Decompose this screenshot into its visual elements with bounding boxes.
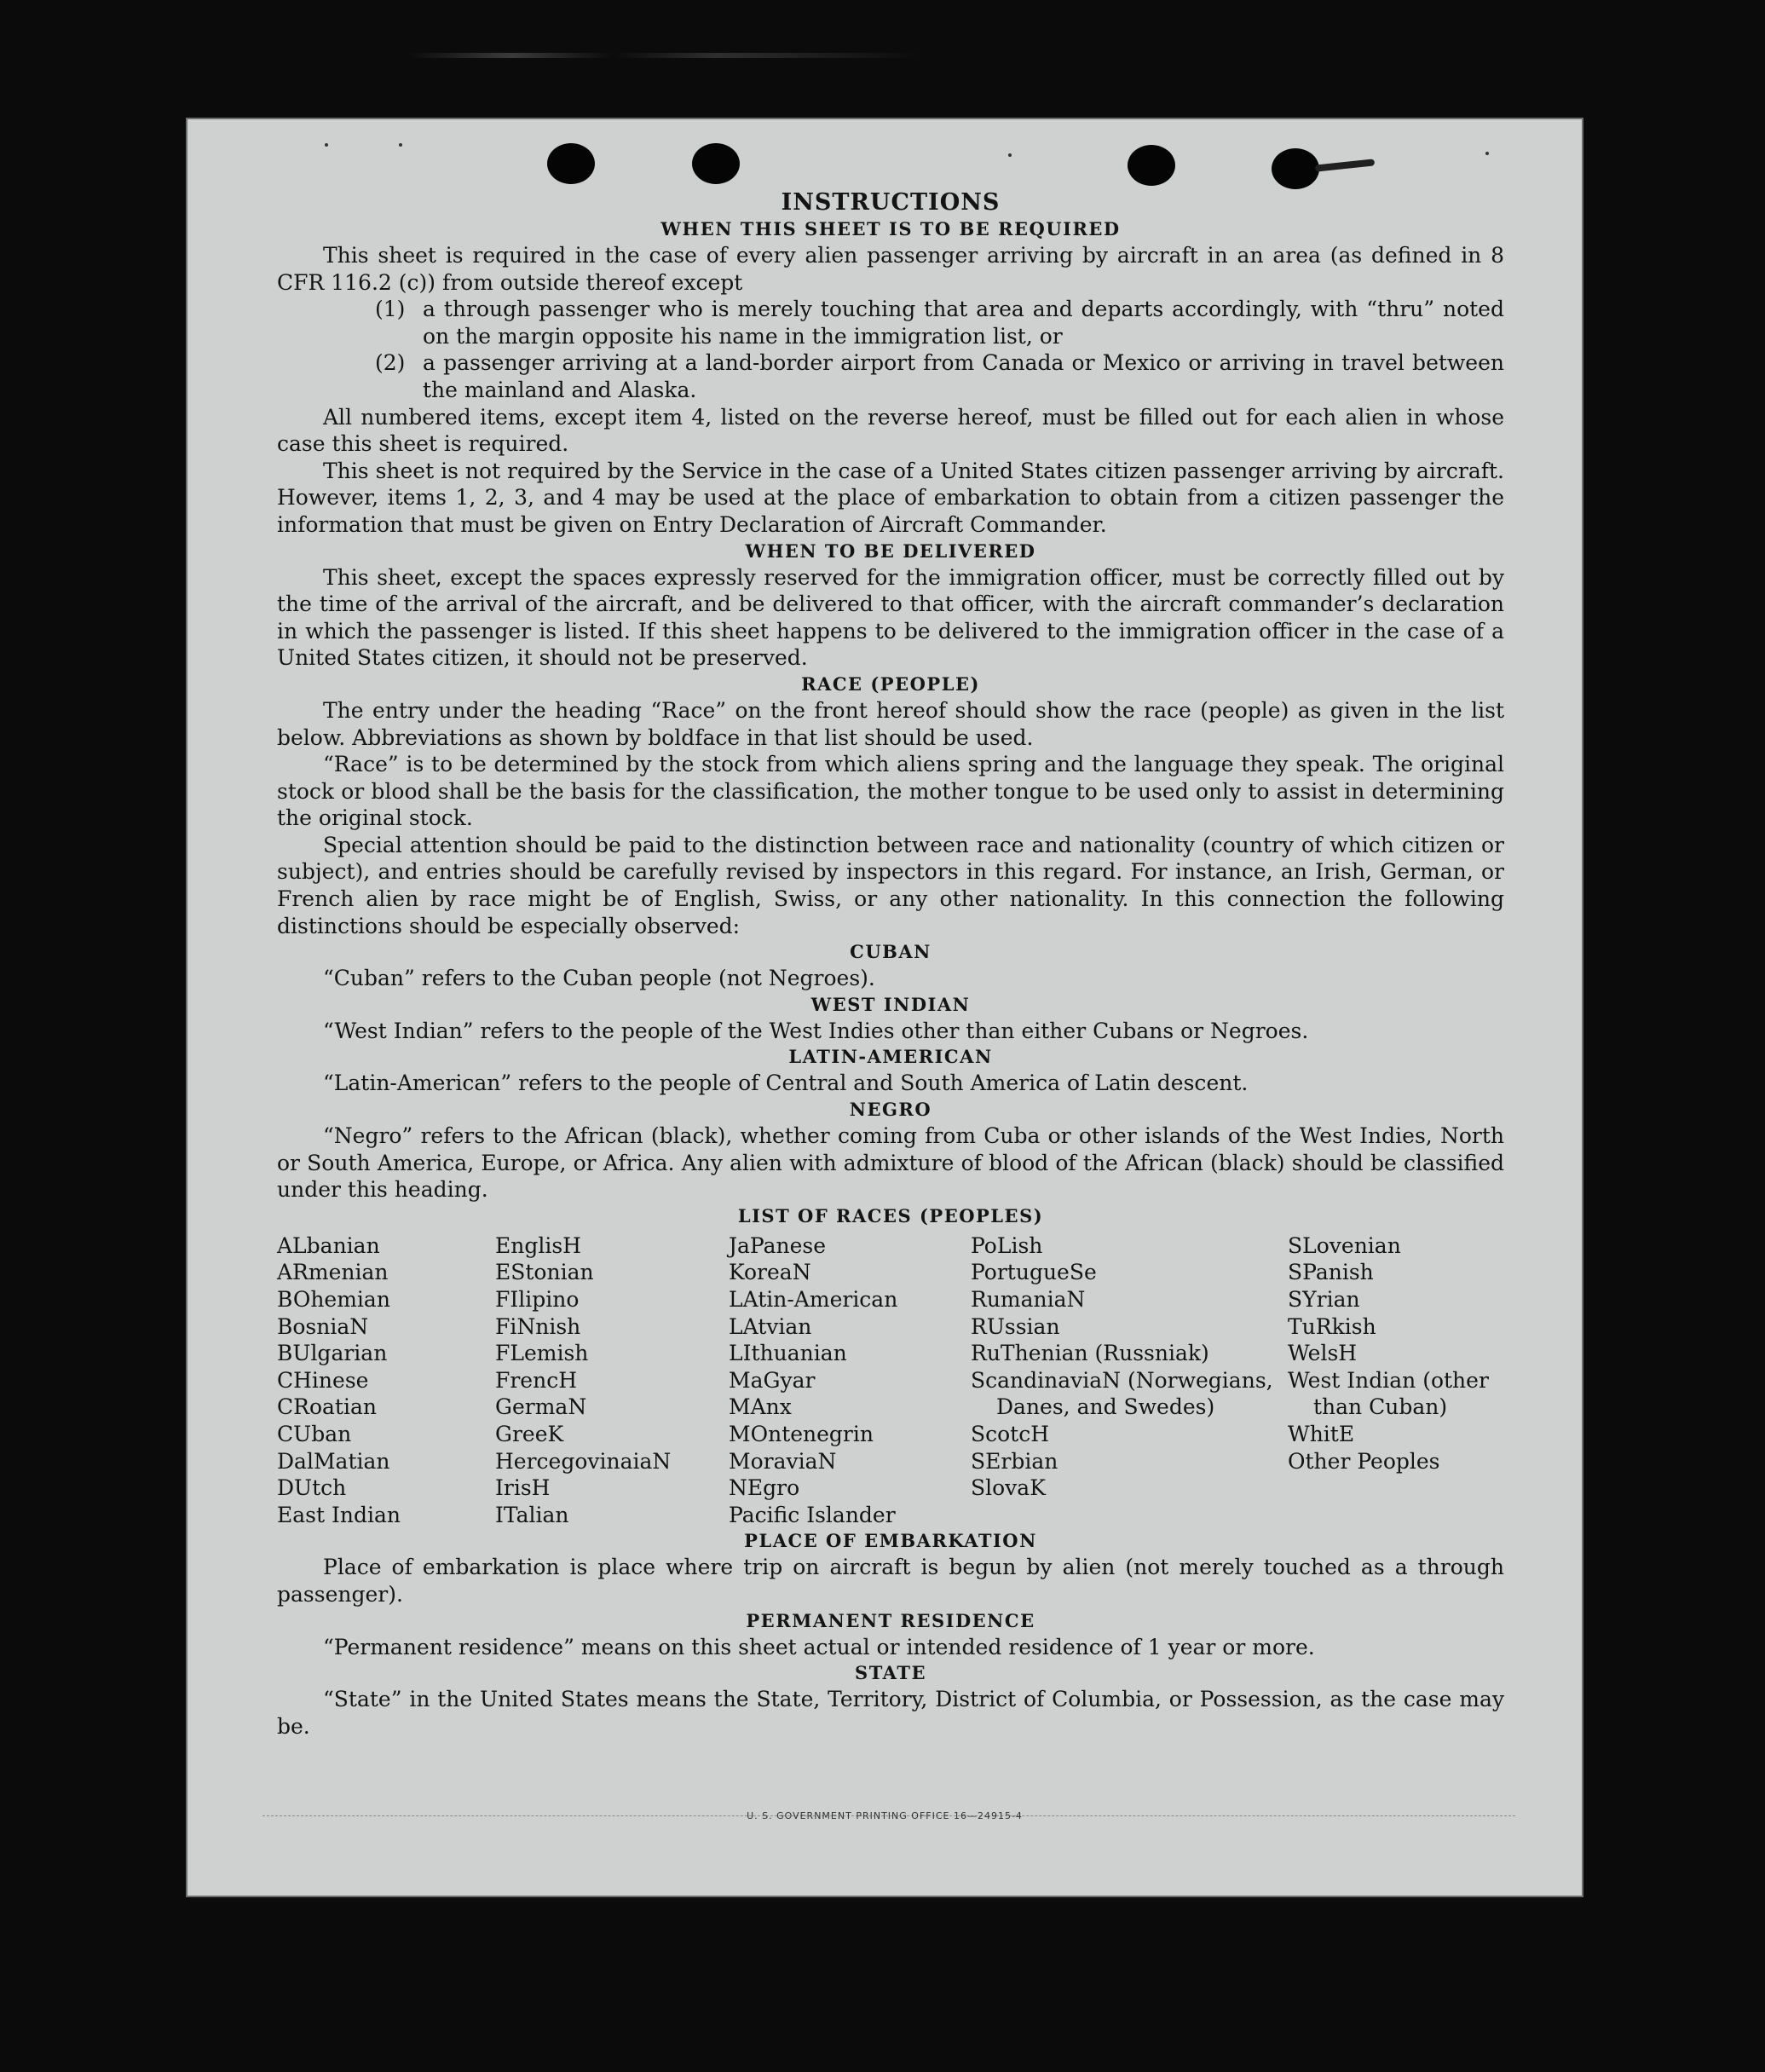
race-entry: GermaN — [495, 1394, 587, 1420]
race-entry: CUban — [277, 1421, 352, 1446]
item-text: a passenger arriving at a land-border airport from Canada or Mexico or arriving in travel between the mainland and Alaska. — [423, 350, 1504, 402]
punch-hole — [1272, 148, 1319, 189]
scan-edge — [409, 53, 920, 58]
race-entry: Pacific Islander — [729, 1502, 896, 1527]
punch-hole — [547, 143, 595, 184]
race-entry: ITalian — [495, 1502, 569, 1527]
race-entry: KoreaN — [729, 1260, 811, 1285]
race-entry: CHinese — [277, 1367, 369, 1393]
printer-imprint: U. S. GOVERNMENT PRINTING OFFICE 16—24915-4 — [747, 1810, 1023, 1821]
race-entry: NEgro — [729, 1475, 800, 1501]
race-entry: LAtin-American — [729, 1287, 898, 1312]
document-sheet — [186, 118, 1583, 1897]
race-entry: Other Peoples — [1288, 1448, 1440, 1474]
race-entry: ARmenian — [277, 1260, 389, 1285]
page-title: INSTRUCTIONS — [781, 189, 1001, 216]
race-entry: WhitE — [1288, 1421, 1355, 1446]
race-column — [495, 1232, 729, 1529]
race-entry: FLemish — [495, 1341, 589, 1366]
instructions-text — [277, 189, 1504, 1740]
section-heading: RACE (PEOPLE) — [801, 672, 980, 695]
race-entry: SYrian — [1288, 1287, 1360, 1312]
race-entry: LAtvian — [729, 1313, 812, 1339]
section-heading: WHEN TO BE DELIVERED — [745, 540, 1036, 562]
race-entry: West Indian (other than Cuban) — [1288, 1367, 1489, 1420]
item-number: (2) — [375, 350, 406, 376]
section-heading: STATE — [855, 1662, 926, 1684]
paragraph: All numbered items, except item 4, listed on the reverse hereof, must be filled out for each alien in whose case this sheet is required. — [277, 404, 1504, 457]
race-column — [971, 1232, 1288, 1529]
race-entry: MAnx — [729, 1394, 792, 1420]
race-entry: IrisH — [495, 1475, 551, 1501]
race-column — [1288, 1232, 1504, 1529]
list-item — [277, 349, 1504, 403]
race-column — [277, 1232, 495, 1529]
list-item — [277, 296, 1504, 349]
race-entry: SPanish — [1288, 1260, 1374, 1285]
race-entry: FIlipino — [495, 1287, 580, 1312]
race-entry: PortugueSe — [971, 1260, 1097, 1285]
paragraph: Special attention should be paid to the distinction between race and nationality (country of which citizen or subject), and entries should be carefully revised by inspectors in this regard. For instance, an Irish, German, or French alien by race might be of English, Swiss, or any other nationality. In this connection the following distinctions should be especially observed: — [277, 832, 1504, 938]
race-entry: EnglisH — [495, 1232, 581, 1258]
paragraph: “Latin-American” refers to the people of Central and South America of Latin descent. — [323, 1071, 1249, 1096]
race-column — [729, 1232, 971, 1529]
section-heading: WHEN THIS SHEET IS TO BE REQUIRED — [660, 218, 1121, 240]
punch-hole — [692, 143, 740, 184]
race-entry: WelsH — [1288, 1341, 1358, 1366]
race-entry: MaGyar — [729, 1367, 816, 1393]
race-entry: BosniaN — [277, 1313, 369, 1339]
paragraph: “West Indian” refers to the people of the West Indies other than either Cubans or Negroes. — [323, 1018, 1309, 1043]
section-heading: NEGRO — [849, 1099, 932, 1121]
race-entry: DUtch — [277, 1475, 347, 1501]
section-heading: LATIN-AMERICAN — [788, 1046, 993, 1068]
item-text: a through passenger who is merely touching that area and departs accordingly, with “thru” noted on the margin opposite his name in the immigration list, or — [423, 297, 1504, 349]
race-entry: MoraviaN — [729, 1448, 837, 1474]
paragraph: “Race” is to be determined by the stock from which aliens spring and the language they speak. The original stock or blood shall be the basis for the classification, the mother tongue to be used only to assist in determining the original stock. — [277, 752, 1504, 831]
race-entry: HercegovinaiaN — [495, 1448, 672, 1474]
race-list — [277, 1232, 1504, 1529]
race-entry: FrencH — [495, 1367, 577, 1393]
race-entry: BUlgarian — [277, 1341, 388, 1366]
paragraph: The entry under the heading “Race” on the front hereof should show the race (people) as given in the list below. Abbreviations as shown by boldface in that list should be used. — [277, 697, 1504, 750]
race-entry: ScandinaviaN (Norwegians, Danes, and Swedes) — [971, 1367, 1273, 1420]
paragraph: Place of embarkation is place where trip on aircraft is begun by alien (not merely touched as a through passenger). — [277, 1555, 1504, 1607]
section-heading: PLACE OF EMBARKATION — [744, 1530, 1037, 1552]
race-entry: BOhemian — [277, 1287, 390, 1312]
paragraph: This sheet is required in the case of every alien passenger arriving by aircraft in an area (as defined in 8 CFR 116.2 (c)) from outside thereof except — [277, 243, 1504, 295]
race-entry: DalMatian — [277, 1448, 390, 1474]
paragraph: “State” in the United States means the State, Territory, District of Columbia, or Possession, as the case may be. — [277, 1687, 1504, 1739]
paragraph: This sheet is not required by the Service in the case of a United States citizen passenger arriving by aircraft. However, items 1, 2, 3, and 4 may be used at the place of embarkation to obtain from a citizen passenger the information that must be given on Entry Declaration of Aircraft Commander. — [277, 458, 1504, 537]
section-heading: WEST INDIAN — [810, 993, 971, 1015]
race-entry: ALbanian — [277, 1232, 380, 1258]
race-entry: EStonian — [495, 1260, 594, 1285]
ink-mark — [1315, 159, 1375, 171]
race-entry: JaPanese — [729, 1232, 827, 1258]
race-entry: LIthuanian — [729, 1341, 847, 1366]
paragraph: “Permanent residence” means on this sheet actual or intended residence of 1 year or more. — [323, 1634, 1315, 1659]
paragraph: “Negro” refers to the African (black), whether coming from Cuba or other islands of the West Indies, North or South America, Europe, or Africa. Any alien with admixture of blood of the African (black) should be classified under this heading. — [277, 1123, 1504, 1203]
race-entry: GreeK — [495, 1421, 564, 1446]
race-entry: SErbian — [971, 1448, 1058, 1474]
speck — [325, 143, 328, 147]
paragraph: This sheet, except the spaces expressly reserved for the immigration officer, must be correctly filled out by the time of the arrival of the aircraft, and be delivered to that officer, with the aircraft commander’s declaration in which the passenger is listed. If this sheet happens to be delivered to the immigration officer in the case of a United States citizen, it should not be preserved. — [277, 564, 1504, 671]
race-entry: RuThenian (Russniak) — [971, 1341, 1209, 1366]
race-entry: MOntenegrin — [729, 1421, 874, 1446]
race-entry: SlovaK — [971, 1475, 1046, 1501]
speck — [1485, 152, 1489, 155]
race-entry: ScotcH — [971, 1421, 1050, 1446]
paragraph: “Cuban” refers to the Cuban people (not Negroes). — [323, 966, 875, 991]
speck — [399, 143, 402, 147]
race-entry: SLovenian — [1288, 1232, 1401, 1258]
punch-hole — [1128, 145, 1175, 186]
race-entry: PoLish — [971, 1232, 1043, 1258]
speck — [1008, 153, 1012, 157]
race-entry: FiNnish — [495, 1313, 581, 1339]
race-entry: TuRkish — [1288, 1313, 1376, 1339]
race-entry: East Indian — [277, 1502, 401, 1527]
race-entry: RUssian — [971, 1313, 1060, 1339]
section-heading: PERMANENT RESIDENCE — [746, 1609, 1035, 1631]
section-heading: LIST OF RACES (PEOPLES) — [737, 1204, 1044, 1226]
race-entry: RumaniaN — [971, 1287, 1086, 1312]
section-heading: CUBAN — [850, 941, 932, 963]
item-number: (1) — [375, 297, 406, 322]
race-entry: CRoatian — [277, 1394, 377, 1420]
